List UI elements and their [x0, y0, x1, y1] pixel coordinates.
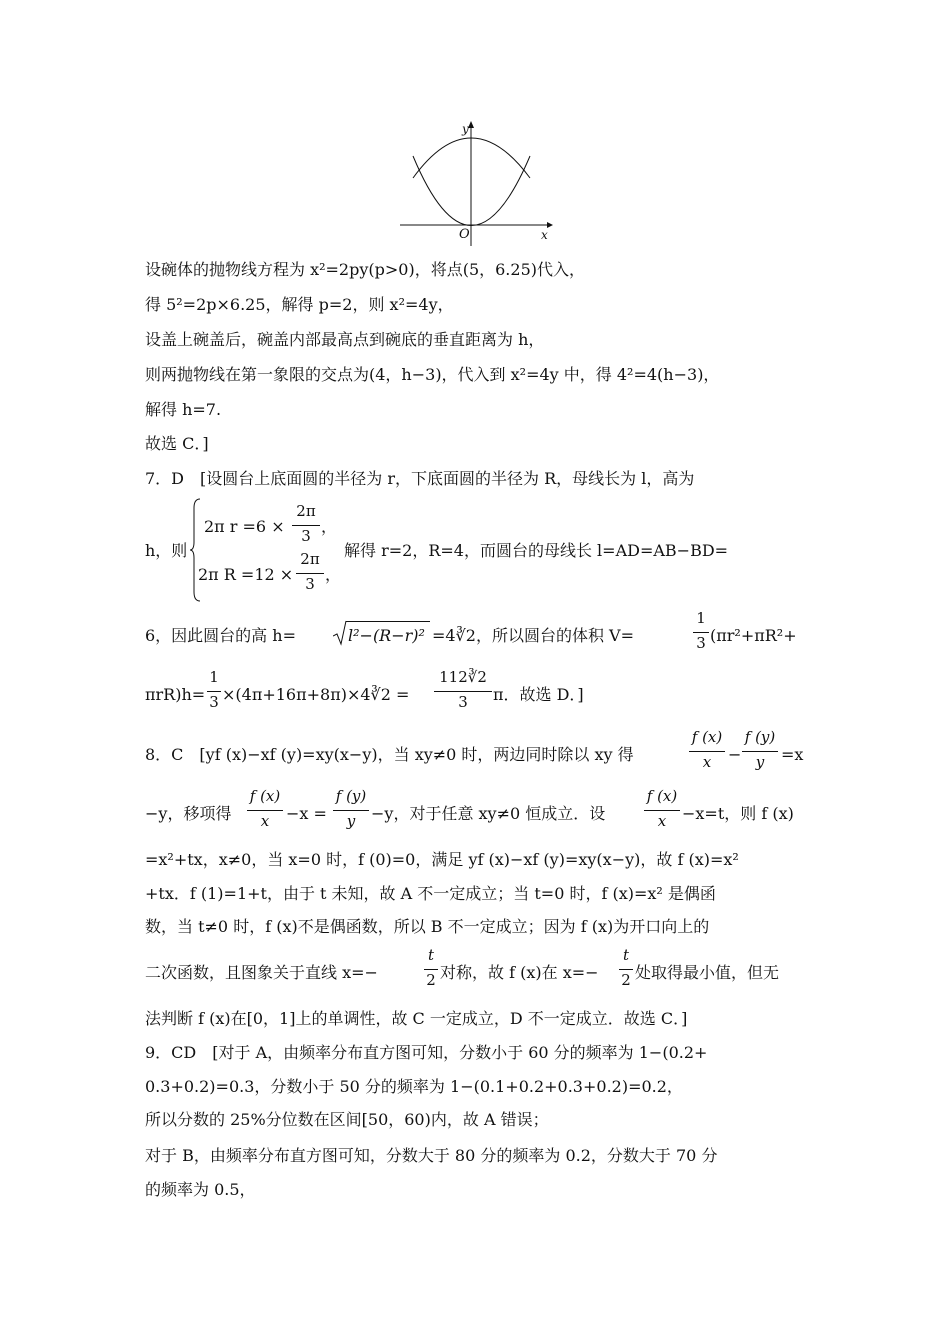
line10-b: ×(4π+16π+8π)×4∛2 = [222, 685, 410, 704]
system-eq2-bar [296, 573, 324, 574]
line10-bar2 [434, 691, 492, 692]
line10-bar [207, 691, 221, 692]
line9-a: 6，因此圆台的高 h= [145, 626, 296, 645]
text-line-17: 法判断 f (x)在[0，1]上的单调性，故 C 一定成立，D 不一定成立．故选 C．] [145, 1009, 688, 1028]
line11-den1: x [702, 753, 712, 771]
line9-c: (πr²+πR²+ [710, 626, 797, 645]
line9-root: l²−(R−r)² [348, 626, 425, 645]
line8-left: h，则 [145, 541, 188, 560]
line16-den1: 2 [426, 971, 436, 989]
system-eq2-den: 3 [305, 575, 315, 593]
line16-c: 处取得最小值，但无 [635, 963, 780, 982]
text-line-5: 解得 h=7. [145, 400, 222, 419]
cube-root-sign [333, 620, 347, 646]
line11-bar1 [689, 751, 725, 752]
line16-bar2 [619, 969, 633, 970]
line16-b: 对称，故 f (x)在 x=− [440, 963, 599, 982]
system-eq2-left: 2π R =12 × [198, 565, 294, 584]
text-line-21: 对于 B，由频率分布直方图可知，分数大于 80 分的频率为 0.2，分数大于 70 分 [145, 1146, 718, 1165]
line11-den2: y [755, 753, 765, 771]
line9-num: 1 [696, 609, 706, 627]
system-eq1-den: 3 [301, 527, 311, 545]
system-eq1-end: ， [321, 517, 338, 536]
system-eq2-end: ， [325, 565, 342, 584]
line9-den: 3 [696, 634, 706, 652]
line12-den3: x [657, 812, 667, 830]
line12-b: −y，对于任意 xy≠0 恒成立．设 [371, 804, 606, 823]
cube-root-bar [346, 621, 430, 622]
line11-num1: f (x) [691, 728, 723, 746]
line12-bar3 [644, 810, 680, 811]
line12-mid: −x = [286, 804, 327, 823]
system-eq2-num: 2π [300, 550, 320, 568]
text-line-15: 数，当 t≠0 时，f (x)不是偶函数，所以 B 不一定成立；因为 f (x)为开口向上的 [145, 917, 710, 936]
line9-b: =4∛2，所以圆台的体积 V= [432, 626, 635, 645]
line10-den2: 3 [458, 693, 468, 711]
figure-y-label: y [462, 122, 469, 136]
line11-num2: f (y) [744, 728, 776, 746]
line12-num3: f (x) [646, 787, 678, 805]
line12-a: −y，移项得 [145, 804, 232, 823]
text-line-19: 0.3+0.2)=0.3，分数小于 50 分的频率为 1−(0.1+0.2+0.3+0.2)=0.2， [145, 1077, 683, 1096]
line10-num2: 112∛2 [439, 668, 487, 686]
line16-num2: t [622, 946, 630, 964]
line12-den1: x [260, 812, 270, 830]
system-eq1-bar [292, 525, 320, 526]
text-line-3: 设盖上碗盖后，碗盖内部最高点到碗底的垂直距离为 h， [145, 330, 545, 349]
figure-x-label: x [541, 228, 548, 242]
parabola-figure [395, 118, 560, 248]
line10-num: 1 [209, 668, 219, 686]
line9-bar [693, 632, 709, 633]
line16-den2: 2 [621, 971, 631, 989]
line16-a: 二次函数，且图象关于直线 x=− [145, 963, 378, 982]
text-line-14: +tx．f (1)=1+t，由于 t 未知，故 A 不一定成立；当 t=0 时，f (x)=x² 是偶函 [145, 884, 716, 903]
text-line-13: =x²+tx，x≠0，当 x=0 时，f (0)=0，满足 yf (x)−xf (y)=xy(x−y)，故 f (x)=x² [145, 850, 739, 869]
text-line-2: 得 5²=2p×6.25，解得 p=2，则 x²=4y， [145, 295, 454, 314]
line11-a: 8．C [yf (x)−xf (y)=xy(x−y)，当 xy≠0 时，两边同时除以 xy 得 [145, 745, 634, 764]
line11-b: =x [781, 745, 804, 764]
line10-den: 3 [209, 693, 219, 711]
line8-right: 解得 r=2，R=4，而圆台的母线长 l=AD=AB−BD= [344, 541, 729, 560]
text-line-6: 故选 C．] [145, 434, 209, 453]
text-line-4: 则两抛物线在第一象限的交点为(4，h−3)，代入到 x²=4y 中，得 4²=4(h−3)， [145, 365, 720, 384]
line12-den2: y [346, 812, 356, 830]
figure-origin-label: O [459, 227, 470, 242]
line16-num1: t [427, 946, 435, 964]
system-eq1-num: 2π [296, 502, 316, 520]
system-brace [189, 498, 201, 602]
line16-bar1 [424, 969, 438, 970]
line12-bar2 [333, 810, 369, 811]
line12-c: −x=t，则 f (x) [682, 804, 794, 823]
system-eq1-left: 2π r =6 × [204, 517, 285, 536]
line12-num2: f (y) [335, 787, 367, 805]
text-line-7: 7．D [设圆台上底面圆的半径为 r，下底面圆的半径为 R，母线长为 l，高为 [145, 469, 695, 488]
text-line-20: 所以分数的 25%分位数在区间[50，60)内，故 A 错误； [145, 1110, 549, 1129]
text-line-1: 设碗体的抛物线方程为 x²=2py(p>0)，将点(5，6.25)代入， [145, 260, 585, 279]
line12-num1: f (x) [249, 787, 281, 805]
line10-a: πrR)h= [145, 685, 206, 704]
text-line-22: 的频率为 0.5， [145, 1180, 256, 1199]
line12-bar1 [247, 810, 283, 811]
line11-bar2 [742, 751, 778, 752]
line11-minus: − [728, 745, 742, 764]
text-line-18: 9．CD [对于 A，由频率分布直方图可知，分数小于 60 分的频率为 1−(0.2+ [145, 1043, 708, 1062]
line10-c: π．故选 D．] [493, 685, 584, 704]
